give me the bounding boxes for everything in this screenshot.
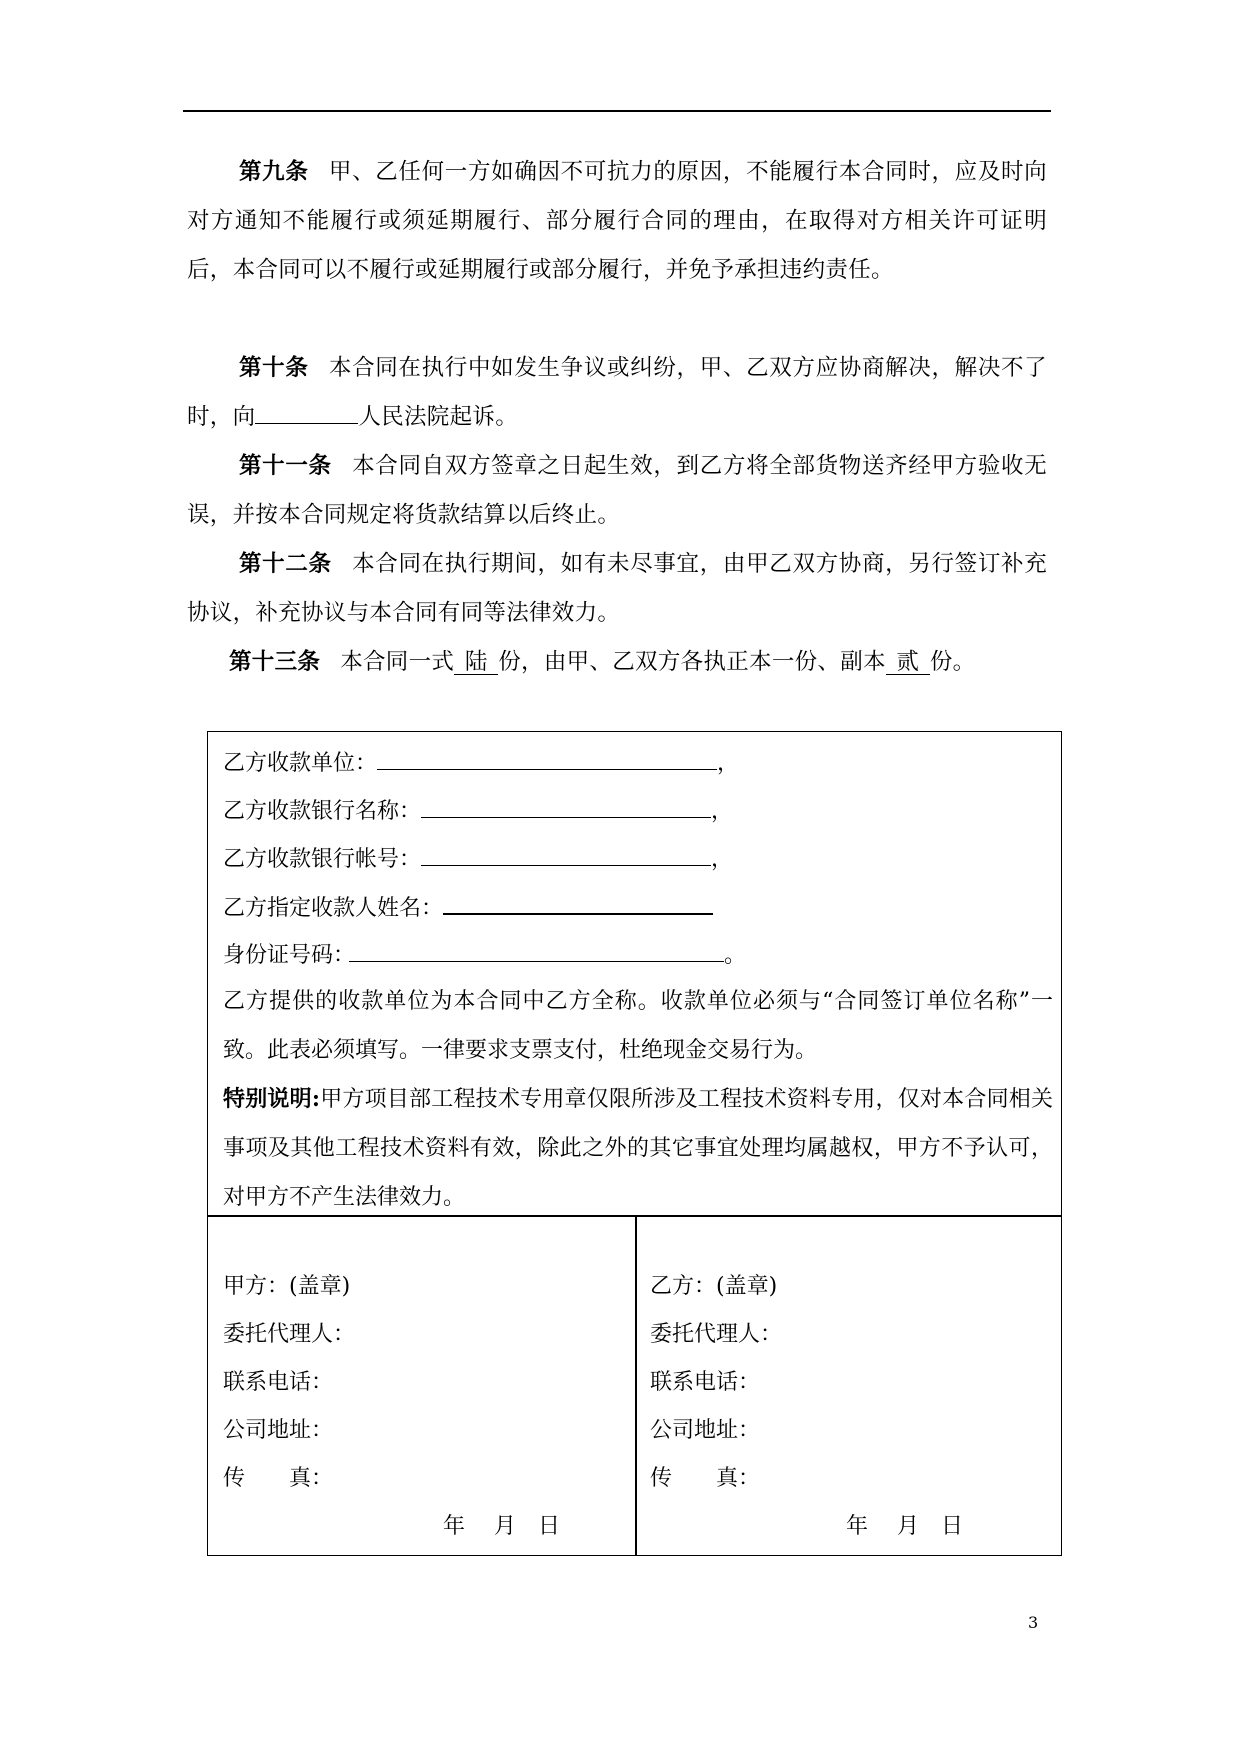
payee-name-label: 乙方指定收款人姓名： [223,896,444,921]
article-9 [187,148,1047,295]
article-13-text-1: 本合同一式 [340,649,455,675]
party-b-phone: 联系电话： [650,1370,761,1395]
payee-name-field[interactable] [443,893,713,915]
payee-name-row [223,893,713,921]
article-12-label: 第十二条 [239,551,332,577]
article-10-label: 第十条 [239,355,309,381]
article-11-label: 第十一条 [239,453,332,479]
party-b-address: 公司地址： [650,1418,761,1443]
bank-name-label: 乙方收款银行名称： [223,799,422,824]
payee-unit-label: 乙方收款单位： [223,751,378,776]
court-blank [255,423,358,424]
table-divider-vertical [635,1215,637,1555]
article-12 [187,540,1047,638]
party-a-fax: 传 真： [223,1466,334,1491]
party-a-date: 年 月 日 [443,1514,560,1539]
id-number-row: 身份证号码： 。 [223,943,747,968]
article-12-text: 本合同在执行期间，如有未尽事宜，由甲乙双方协商，另行签订补充协议，补充协议与本合同有同等法律效力。 [187,551,1047,626]
party-b-agent: 委托代理人： [650,1322,783,1347]
bank-name-field[interactable] [421,797,711,818]
payee-unit-field[interactable] [377,749,717,770]
article-10 [187,344,1047,442]
party-a-address: 公司地址： [223,1418,334,1443]
special-note [223,1075,1053,1222]
article-10-text: 本合同在执行中如发生争议或纠纷，甲、乙双方应协商解决，解决不了时，向 [187,355,1047,430]
bank-account-label: 乙方收款银行帐号： [223,847,422,872]
party-b-date: 年 月 日 [846,1514,963,1539]
article-13-text-2: 份，由甲、乙双方各执正本一份、副本 [498,649,886,675]
id-number-label: 身份证号码： [223,943,356,968]
special-note-label: 特别说明: [223,1086,320,1112]
article-11 [187,442,1047,540]
article-10-tail: 人民法院起诉。 [358,404,519,430]
id-number-field[interactable] [349,941,724,962]
party-a-agent: 委托代理人： [223,1322,356,1347]
party-a-title: 甲方：(盖章) [223,1274,351,1299]
copy-count-2: 贰 [886,650,930,675]
bank-name-row: 乙方收款银行名称： ， [223,799,734,824]
bank-account-row: 乙方收款银行帐号： ， [223,847,734,872]
payee-unit-row: 乙方收款单位： ， [223,751,740,776]
party-b-fax: 传 真： [650,1466,761,1491]
party-b-title: 乙方：(盖章) [650,1274,778,1299]
article-9-text: 甲、乙任何一方如确因不可抗力的原因，不能履行本合同时，应及时向对方通知不能履行或须延期履行、部分履行合同的理由，在取得对方相关许可证明后，本合同可以不履行或延期履行或部分履行，并免予承担违约责任。 [187,159,1047,283]
bank-account-field[interactable] [421,845,711,866]
party-a-phone: 联系电话： [223,1370,334,1395]
article-13-text-3: 份。 [929,649,976,675]
page-number: 3 [1028,1613,1039,1632]
article-13 [187,638,1047,687]
copy-count-1: 陆 [454,650,498,675]
article-11-text: 本合同自双方签章之日起生效，到乙方将全部货物送齐经甲方验收无误，并按本合同规定将货款结算以后终止。 [187,453,1047,528]
article-9-label: 第九条 [239,159,309,185]
article-13-label: 第十三条 [229,649,321,675]
payment-info-table [207,731,1062,1556]
special-note-text: 甲方项目部工程技术专用章仅限所涉及工程技术资料专用，仅对本合同相关事项及其他工程技术资料有效，除此之外的其它事宜处理均属越权，甲方不予认可，对甲方不产生法律效力。 [223,1087,1053,1210]
header-rule [183,110,1051,112]
payee-note: 乙方提供的收款单位为本合同中乙方全称。收款单位必须与“合同签订单位名称”一致。此表必须填写。一律要求支票支付，杜绝现金交易行为。 [223,989,1053,1063]
